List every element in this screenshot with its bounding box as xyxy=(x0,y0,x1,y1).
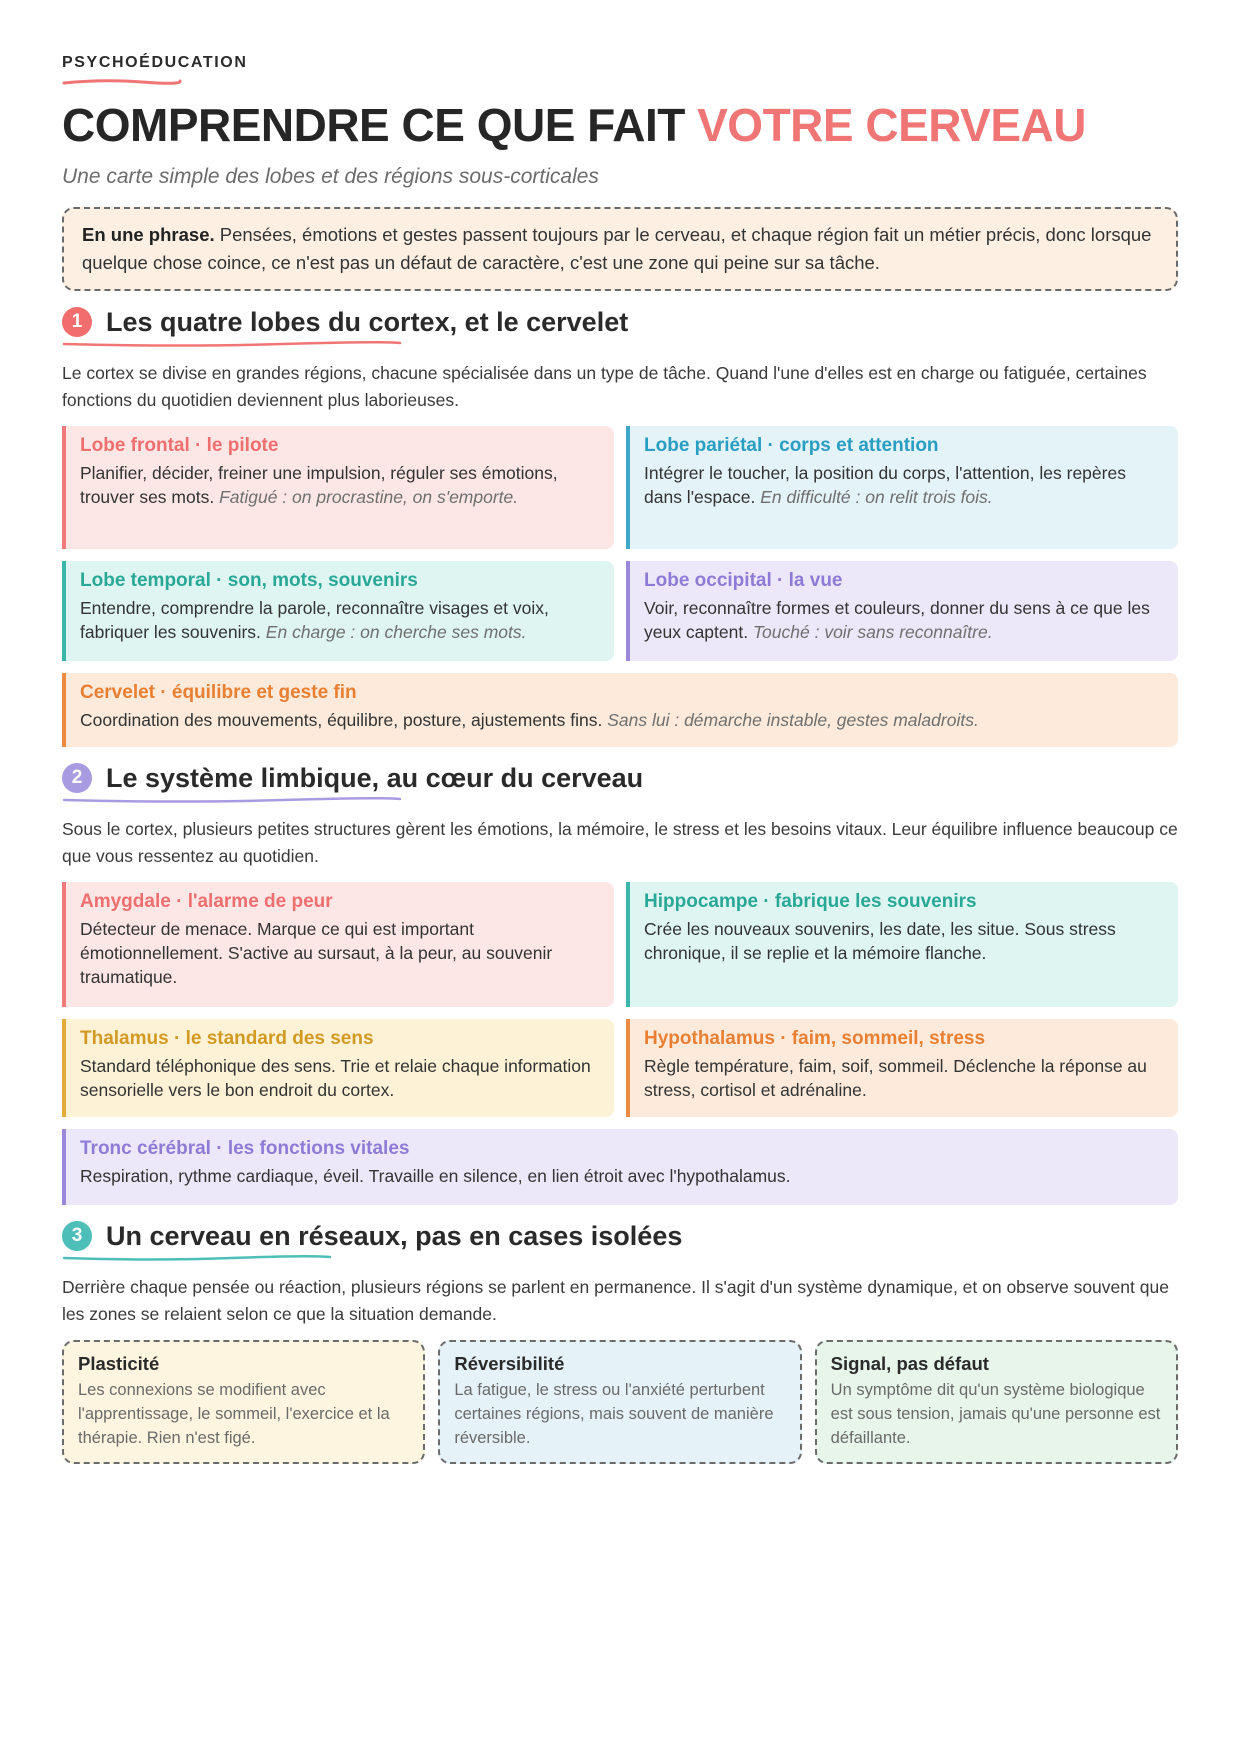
card-hippocampe xyxy=(626,882,1178,1007)
eyebrow-underline xyxy=(62,78,182,86)
card-title: Amygdale · l'alarme de peur xyxy=(80,890,333,912)
card-note: Fatigué : on procrastine, on s'emporte. xyxy=(219,486,519,507)
card-body: Règle température, faim, soif, sommeil. Déclenche la réponse au stress, cortisol et adrénaline. xyxy=(644,1055,1147,1100)
card-body: La fatigue, le stress ou l'anxiété perturbent certaines régions, mais souvent de manière réversible. xyxy=(454,1380,774,1447)
section-3-header xyxy=(62,1221,1178,1252)
section-3-title: Un cerveau en réseaux, pas en cases isolées xyxy=(106,1220,683,1251)
card-lobe-temporal xyxy=(62,561,614,661)
card-thalamus xyxy=(62,1019,614,1117)
card-title: Plasticité xyxy=(78,1352,160,1374)
card-body: Respiration, rythme cardiaque, éveil. Travaille en silence, en lien étroit avec l'hypothalamus. xyxy=(80,1165,791,1186)
section-1-number-badge: 1 xyxy=(62,307,92,337)
card-reversibilite xyxy=(438,1340,801,1464)
card-body: Entendre, comprendre la parole, reconnaître visages et voix, fabriquer les souvenirs. xyxy=(80,597,549,642)
section-2-title: Le système limbique, au cœur du cerveau xyxy=(106,762,644,793)
card-lobe-frontal xyxy=(62,426,614,549)
card-title: Lobe occipital · la vue xyxy=(644,569,843,591)
card-body: Crée les nouveaux souvenirs, les date, les situe. Sous stress chronique, il se replie et la mémoire flanche. xyxy=(644,918,1116,963)
card-title: Tronc cérébral · les fonctions vitales xyxy=(80,1137,410,1159)
page-title xyxy=(62,100,1178,151)
summary-lead: En une phrase. xyxy=(82,223,215,245)
card-lobe-occipital xyxy=(626,561,1178,661)
card-title: Lobe frontal · le pilote xyxy=(80,434,279,456)
card-hypothalamus xyxy=(626,1019,1178,1117)
section-1-underline xyxy=(62,340,402,348)
section-2-cards xyxy=(62,882,1178,1205)
card-title: Signal, pas défaut xyxy=(830,1352,989,1374)
card-lobe-parietal xyxy=(626,426,1178,549)
section-2-number-badge: 2 xyxy=(62,763,92,793)
section-2-header xyxy=(62,763,1178,794)
card-body: Les connexions se modifient avec l'apprentissage, le sommeil, l'exercice et la thérapie. Rien n'est figé. xyxy=(78,1380,390,1447)
card-note: En charge : on cherche ses mots. xyxy=(265,621,527,642)
card-body: Un symptôme dit qu'un système biologique est sous tension, jamais qu'une personne est défaillante. xyxy=(830,1380,1161,1447)
section-1-intro: Le cortex se divise en grandes régions, chacune spécialisée dans un type de tâche. Quand l'une d'elles est en charge ou fatiguée, certaines fonctions du quotidien deviennent plus laborieuses. xyxy=(62,362,1147,410)
section-1-title: Les quatre lobes du cortex, et le cervelet xyxy=(106,306,629,337)
section-3-intro: Derrière chaque pensée ou réaction, plusieurs régions se parlent en permanence. Il s'agit d'un système dynamique, et on observe souvent que les zones se relaient selon ce que la situation demande. xyxy=(62,1276,1169,1324)
card-cervelet xyxy=(62,673,1178,747)
page-subtitle: Une carte simple des lobes et des régions sous-corticales xyxy=(62,164,599,188)
card-body: Coordination des mouvements, équilibre, posture, ajustements fins. xyxy=(80,709,608,730)
card-plasticite xyxy=(62,1340,425,1464)
card-tronc-cerebral xyxy=(62,1129,1178,1205)
card-title: Hypothalamus · faim, sommeil, stress xyxy=(644,1027,986,1049)
card-note: Touché : voir sans reconnaître. xyxy=(752,621,993,642)
card-title: Cervelet · équilibre et geste fin xyxy=(80,681,357,703)
card-title: Lobe temporal · son, mots, souvenirs xyxy=(80,569,418,591)
section-3-underline xyxy=(62,1254,332,1262)
summary-callout xyxy=(62,207,1178,291)
card-body: Planifier, décider, freiner une impulsion, réguler ses émotions, trouver ses mots. xyxy=(80,462,558,507)
title-main: COMPRENDRE CE QUE FAIT xyxy=(62,99,698,151)
card-note: Sans lui : démarche instable, gestes maladroits. xyxy=(607,709,979,730)
card-signal-pas-defaut xyxy=(815,1340,1178,1464)
card-title: Hippocampe · fabrique les souvenirs xyxy=(644,890,977,912)
card-note: En difficulté : on relit trois fois. xyxy=(760,486,993,507)
card-body: Intégrer le toucher, la position du corps, l'attention, les repères dans l'espace. xyxy=(644,462,1126,507)
card-title: Lobe pariétal · corps et attention xyxy=(644,434,939,456)
section-2-intro: Sous le cortex, plusieurs petites structures gèrent les émotions, la mémoire, le stress et les besoins vitaux. Leur équilibre influence beaucoup ce que vous ressentez au quotidien. xyxy=(62,818,1178,866)
section-2-underline xyxy=(62,796,402,804)
card-title: Thalamus · le standard des sens xyxy=(80,1027,374,1049)
card-title: Réversibilité xyxy=(454,1352,565,1374)
card-amygdale xyxy=(62,882,614,1007)
card-body: Voir, reconnaître formes et couleurs, donner du sens à ce que les yeux captent. xyxy=(644,597,1150,642)
card-body: Standard téléphonique des sens. Trie et relaie chaque information sensorielle vers le bon endroit du cortex. xyxy=(80,1055,591,1100)
section-3-number-badge: 3 xyxy=(62,1221,92,1251)
section-1-cards xyxy=(62,426,1178,747)
title-accent: VOTRE CERVEAU xyxy=(697,99,1086,151)
section-3-cards xyxy=(62,1340,1178,1464)
card-body: Détecteur de menace. Marque ce qui est important émotionnellement. S'active au sursaut, à la peur, au souvenir traumatique. xyxy=(80,918,553,987)
eyebrow-label: PSYCHOÉDUCATION xyxy=(62,54,248,71)
section-1-header xyxy=(62,307,1178,338)
summary-text: Pensées, émotions et gestes passent toujours par le cerveau, et chaque région fait un métier précis, donc lorsque quelque chose coince, ce n'est pas un défaut de caractère, c'est une zone qui peine sur sa tâche. xyxy=(82,223,1152,273)
